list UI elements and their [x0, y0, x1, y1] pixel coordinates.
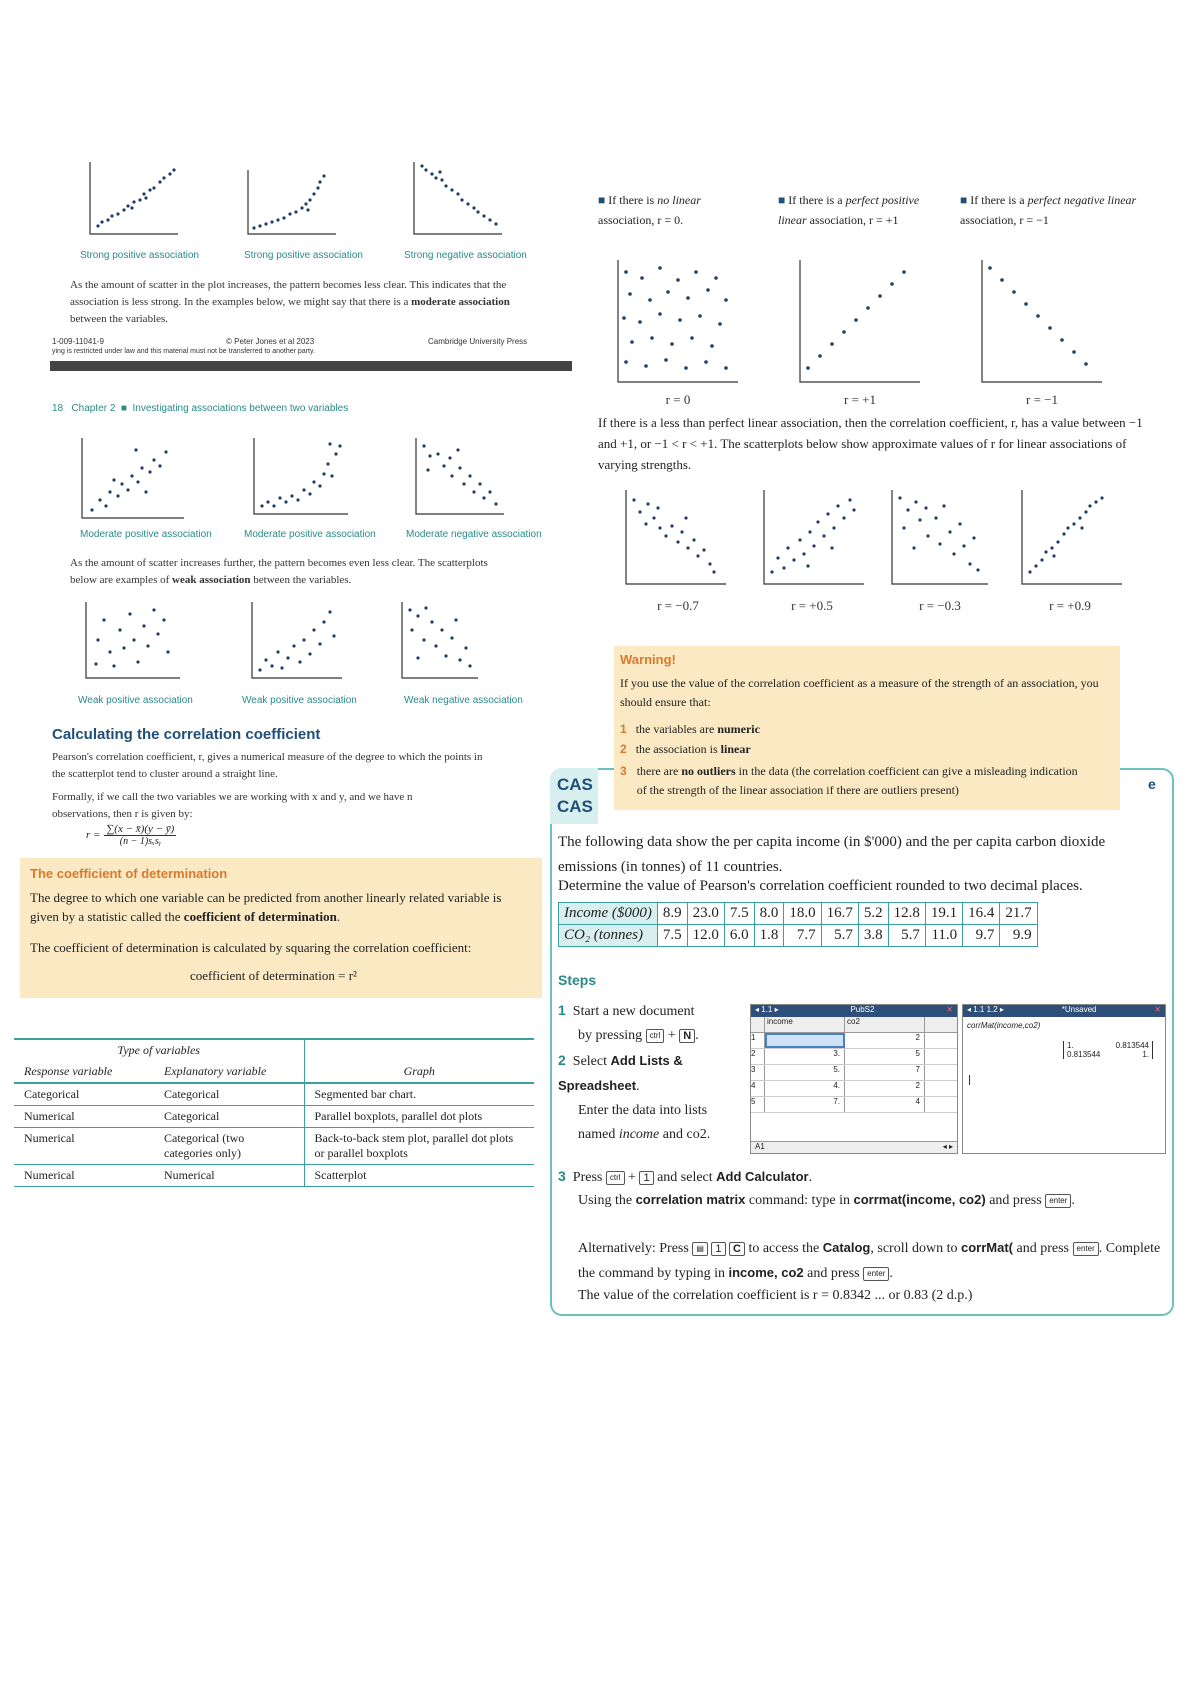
screen-calculator — [962, 1004, 1166, 1154]
screen2-command: corrMat(income,co2) — [967, 1021, 1041, 1030]
screen1-row[interactable]: 5 7. 4 — [751, 1097, 957, 1113]
header-graph: Graph — [304, 1061, 534, 1083]
steps-heading: Steps — [558, 972, 597, 988]
footer-note: ying is restricted under law and this material must not be transferred to another party. — [52, 348, 315, 355]
row-label-co2: CO₂ (tonnes) — [559, 925, 658, 947]
graph-header-spacer — [304, 1039, 534, 1061]
screen2-cursor[interactable] — [969, 1075, 970, 1085]
scatterplot-r-plus-0-5 — [762, 488, 866, 586]
formula-fraction — [104, 823, 176, 847]
warning-title: Warning! — [620, 652, 676, 667]
header-response: Response variable — [14, 1061, 154, 1083]
scatterplot-r-minus-0-7 — [624, 488, 728, 586]
scatterplot-strong-negative — [412, 160, 504, 236]
scatterplot-r-plus-0-9 — [1020, 488, 1124, 586]
screen1-scroll-arrows-icon[interactable]: ◂ ▸ — [942, 1142, 953, 1151]
screen1-row[interactable]: 4 4. 2 — [751, 1081, 957, 1097]
formula-numerator: ∑(x − x̄)(y − ȳ) — [106, 823, 175, 835]
screen2-titlebar — [963, 1005, 1165, 1017]
cod-box — [20, 858, 542, 998]
caption-row2-2: Moderate positive association — [244, 529, 376, 540]
warning-intro: If you use the value of the correlation coefficient as a measure of the strength of an association, you should ensure that: — [620, 676, 1099, 709]
result-line: The value of the correlation coefficient is r = 0.8342 ... or 0.83 (2 d.p.) — [578, 1288, 973, 1303]
label-r-plus-0-9: r = +0.9 — [1049, 598, 1091, 613]
n-key-icon: N — [679, 1029, 695, 1043]
header-explanatory: Explanatory variable — [154, 1061, 304, 1083]
screen1-row[interactable]: 1 2 — [751, 1033, 957, 1049]
table-row: Categorical Categorical Segmented bar chart. — [14, 1083, 534, 1106]
enter-key-icon: enter — [1045, 1194, 1071, 1208]
table-row-co2: CO₂ (tonnes) 7.5 12.0 6.0 1.8 7.7 5.7 3.8 5.7 11.0 9.7 9.9 — [559, 925, 1038, 947]
bullet-perfect-negative: ■ If there is a perfect negative linear association, r = −1 — [960, 193, 1137, 227]
paragraph-weak: As the amount of scatter increases further, the pattern becomes even less clear. The scatterplots below are examples of weak association between the variables. — [70, 557, 488, 586]
cas-side-mark: e — [1148, 776, 1156, 792]
warning-box — [614, 646, 1120, 810]
scatterplot-moderate-positive-2 — [252, 436, 350, 516]
warning-item-3: 3 there are no outliers in the data (the correlation coefficient can give a misleading indication of the strength of the linear association if there are outliers present) — [620, 764, 1078, 797]
step-1: 1 Start a new document by pressing ctrl + N . — [558, 1002, 699, 1043]
variables-table — [14, 1038, 534, 1187]
screen1-tab-icon: ◂ 1.1 ▸ — [755, 1005, 779, 1014]
screen1-titlebar — [751, 1005, 957, 1017]
bullet-no-linear: ■ If there is no linear association, r = 0. — [598, 193, 701, 227]
income-co2-table — [558, 902, 1038, 947]
caption-row3-3: Weak negative association — [404, 695, 523, 706]
step-2: 2 Select Add Lists & Spreadsheet. Enter the data into lists named income and co2. — [558, 1052, 711, 1142]
page-divider-bar — [50, 361, 572, 371]
one-key-icon: 1 — [711, 1242, 725, 1256]
scatterplot-r-plus-one — [798, 258, 922, 384]
label-r-minus-0-7: r = −0.7 — [657, 598, 699, 613]
screen2-matrix: 1. 0.813544 0.813544 1. — [1063, 1041, 1153, 1059]
bullet-perfect-positive: ■ If there is a perfect positive linear association, r = +1 — [778, 193, 920, 227]
step-3-detail: Using the correlation matrix command: type in corrmat(income, co2) and press enter . — [578, 1192, 1075, 1208]
caption-row3-1: Weak positive association — [78, 695, 193, 706]
example-intro-1: The following data show the per capita income (in $'000) and the per capita carbon dioxide emissions (in tonnes) of 11 countries. — [558, 834, 1106, 875]
screen1-title: PubS2 — [850, 1005, 875, 1014]
scatterplot-moderate-positive-1 — [80, 436, 186, 520]
chapter-header: 18 Chapter 2 ■ Investigating associations between two variables — [52, 403, 349, 414]
scatterplot-r-minus-one — [980, 258, 1104, 384]
income-co2-table-wrap — [558, 902, 1038, 947]
paragraph-less-perfect: If there is a less than perfect linear association, then the correlation coefficient, r, has a value between −1 and +1, or −1 < r < +1. The scatterplots below show approximate values of r for linear associations of varying strengths. — [598, 415, 1143, 472]
label-r-plus-0-5: r = +0.5 — [791, 598, 833, 613]
table-row-group-header — [14, 1039, 534, 1061]
scatterplot-strong-positive-2 — [246, 168, 338, 236]
screen1-row[interactable]: 2 3. 5 — [751, 1049, 957, 1065]
warning-item-1: 1 the variables are numeric — [620, 722, 760, 736]
screen-lists-spreadsheet — [750, 1004, 958, 1154]
enter-key-icon: enter — [1073, 1242, 1099, 1256]
scatterplot-weak-positive-2 — [250, 600, 344, 680]
screen2-close-icon: ✕ — [1154, 1005, 1161, 1014]
formula-lhs: r = — [86, 829, 101, 841]
table-row-header — [14, 1061, 534, 1083]
table-row-income: Income ($000) 8.9 23.0 7.5 8.0 18.0 16.7 5.2 12.8 19.1 16.4 21.7 — [559, 903, 1038, 925]
caption-row1-1: Strong positive association — [80, 250, 199, 261]
catalog-key-icon: ▤ — [692, 1242, 708, 1256]
caption-row3-2: Weak positive association — [242, 695, 357, 706]
row-label-income: Income ($000) — [559, 903, 658, 925]
label-r-zero: r = 0 — [665, 392, 691, 407]
screen1-col-b: co2 — [845, 1017, 925, 1032]
caption-row2-3: Moderate negative association — [406, 529, 542, 540]
bullet-square-icon: ■ — [778, 193, 789, 207]
enter-key-icon: enter — [863, 1267, 889, 1281]
scatterplot-weak-negative — [400, 600, 480, 680]
screen1-col-a: income — [765, 1017, 845, 1032]
correlation-formula — [86, 823, 176, 847]
bullet-square-icon: ■ — [960, 193, 971, 207]
label-r-minus-one: r = −1 — [1026, 392, 1058, 407]
scatterplot-weak-positive-1 — [84, 600, 182, 680]
screen1-statusbar: A1 ◂ ▸ — [751, 1141, 957, 1153]
table-row: Numerical Numerical Scatterplot — [14, 1165, 534, 1187]
screen2-tab-icon: ◂ 1.1 1.2 ▸ — [967, 1005, 1004, 1014]
label-r-plus-one: r = +1 — [844, 392, 876, 407]
c-key-icon: C — [729, 1242, 745, 1256]
warning-item-2: 2 the association is linear — [620, 742, 751, 756]
scatterplot-r-zero — [616, 258, 740, 384]
caption-row1-3: Strong negative association — [404, 250, 527, 261]
caption-row2-1: Moderate positive association — [80, 529, 212, 540]
scatterplot-strong-positive-1 — [88, 160, 180, 236]
ctrl-key-icon: ctrl — [606, 1171, 625, 1185]
label-r-minus-0-3: r = −0.3 — [919, 598, 961, 613]
footer-isbn: 1-009-11041-9 — [52, 337, 104, 346]
cod-heading: The coefficient of determination — [30, 866, 228, 881]
bullet-square-icon: ■ — [598, 193, 609, 207]
cas-label-2: CAS — [557, 797, 593, 816]
paragraph-formally: Formally, if we call the two variables we are working with x and y, and we have n observations, then r is given by: — [52, 791, 413, 820]
cas-label-1: CAS — [557, 775, 593, 794]
formula-denominator: (n − 1)sₓsᵧ — [119, 836, 162, 847]
caption-row1-2: Strong positive association — [244, 250, 363, 261]
footer-copyright: © Peter Jones et al 2023 — [226, 337, 315, 346]
variables-table-wrap — [14, 1038, 534, 1187]
section-heading-correlation: Calculating the correlation coefficient — [52, 726, 321, 743]
step-3: 3 Press ctrl + 1 and select Add Calculator. — [558, 1168, 813, 1185]
ctrl-key-icon: ctrl — [646, 1029, 665, 1043]
screen1-close-icon: ✕ — [946, 1005, 953, 1014]
scatterplot-moderate-negative — [414, 436, 506, 516]
example-intro-2: Determine the value of Pearson's correlation coefficient rounded to two decimal places. — [558, 878, 1083, 894]
scatterplot-r-minus-0-3 — [890, 488, 990, 586]
group-header-cell: Type of variables — [14, 1039, 304, 1061]
table-row: Numerical Categorical (two categories only) Back-to-back stem plot, parallel dot plots or parallel boxplots — [14, 1128, 534, 1165]
paragraph-moderate: As the amount of scatter in the plot increases, the pattern becomes less clear. This indicates that the association is less strong. In the examples below, we might say that there is a moderate association between the variables. — [70, 279, 510, 325]
cod-paragraph-2: The coefficient of determination is calculated by squaring the correlation coefficient: — [30, 940, 472, 955]
screen2-title: *Unsaved — [1061, 1005, 1097, 1014]
one-key-icon: 1 — [639, 1171, 653, 1185]
footer-publisher: Cambridge University Press — [428, 337, 528, 346]
screen1-row[interactable]: 3 5. 7 — [751, 1065, 957, 1081]
step-3-alternative: Alternatively: Press ▤ 1 C to access the Catalog, scroll down to corrMat( and press enter . Complete the command by typing in income, co2 and press enter . — [578, 1240, 1161, 1281]
cod-paragraph-1: The degree to which one variable can be predicted from another linearly related variable is given by a statistic called the coefficient of determination. — [30, 890, 502, 924]
table-row: Numerical Categorical Parallel boxplots, parallel dot plots — [14, 1106, 534, 1128]
paragraph-pearson: Pearson's correlation coefficient, r, gives a numerical measure of the degree to which the points in the scatterplot tend to cluster around a straight line. — [52, 751, 483, 780]
cod-formula: coefficient of determination = r² — [190, 968, 357, 983]
screen1-header-row — [751, 1017, 957, 1033]
